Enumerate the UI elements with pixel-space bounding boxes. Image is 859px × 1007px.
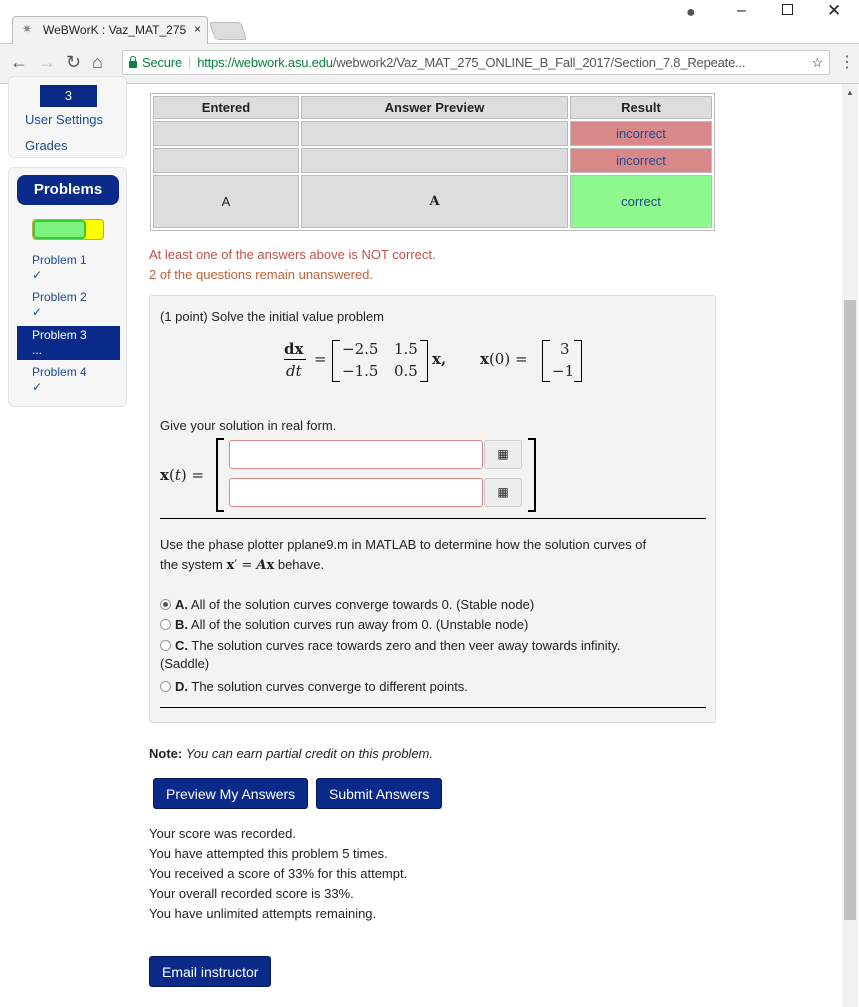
forward-icon[interactable]: →: [38, 52, 56, 72]
reload-icon[interactable]: ↻: [66, 52, 82, 72]
home-icon[interactable]: ⌂: [92, 52, 103, 72]
problem-1-link[interactable]: Problem 1 ✓: [32, 253, 87, 282]
scroll-up-icon[interactable]: ▲: [846, 88, 854, 97]
score-summary: Your score was recorded. You have attempted this problem 5 times. You received a score of 33% for this attempt. Your overall recorded score is 33%. You have unlimited attempts remaining.: [149, 826, 408, 921]
radio-c[interactable]: [160, 640, 171, 651]
unanswered-message: 2 of the questions remain unanswered.: [149, 267, 374, 282]
new-tab-button[interactable]: [209, 22, 248, 40]
table-row: [153, 121, 712, 146]
problem-4-link[interactable]: Problem 4 ✓: [32, 365, 87, 394]
browser-tab[interactable]: [12, 16, 208, 44]
matrix-grid-button-1[interactable]: ▦: [484, 440, 522, 469]
scrollbar-thumb[interactable]: [844, 300, 856, 920]
xt-label: x(t) =: [160, 466, 205, 484]
option-a[interactable]: A. All of the solution curves converge towards 0. (Stable node): [160, 597, 534, 613]
right-bracket: [528, 438, 536, 512]
phase-instruction-line2: the system x′ = Ax behave.: [160, 557, 325, 573]
problem-body: (1 point) Solve the initial value problem dx dt = −2.5 1.5 −1.5 0.5 x, x(0) = 3 −1 Give your solution in real form. x(t) = ▦ ▦ Use the phase plotter pplane9.m in MATLAB to determine how the solution curves of the system x′ = Ax behave. A. All of the solution curves converge towards 0. (Stable node) B. All of the solution curves run away from 0. (Unstable node) C. The solution curves race towards zero and then veer away towards infinity. (Saddle) D. The solution curves converge to different points.: [149, 295, 716, 723]
browser-chrome: [0, 0, 859, 84]
user-links-panel: [8, 76, 127, 158]
menu-icon[interactable]: ⋮: [839, 54, 855, 71]
partial-credit-note: Note: You can earn partial credit on this problem.: [149, 746, 433, 761]
results-table: [150, 93, 715, 231]
option-b[interactable]: B. All of the solution curves run away from 0. (Unstable node): [160, 617, 528, 633]
grades-link[interactable]: Grades: [25, 138, 68, 153]
tab-title: WeBWorK : Vaz_MAT_275: [43, 23, 187, 37]
lock-icon: [129, 61, 137, 68]
maximize-icon[interactable]: [782, 4, 793, 15]
matrix-grid-button-2[interactable]: ▦: [484, 478, 522, 507]
phase-instruction: Use the phase plotter pplane9.m in MATLAB to determine how the solution curves of: [160, 537, 647, 552]
left-bracket: [216, 438, 224, 512]
result-incorrect: incorrect: [570, 121, 712, 146]
header-entered: Entered: [153, 96, 299, 119]
user-settings-link[interactable]: User Settings: [25, 112, 104, 127]
header-result: Result: [570, 96, 712, 119]
url-host: https://webwork.asu.edu: [197, 55, 333, 70]
result-correct: correct: [570, 175, 712, 228]
url-path: /webwork2/Vaz_MAT_275_ONLINE_B_Fall_2017/Section_7.8_Repeate...: [332, 55, 746, 70]
problems-panel: [8, 167, 127, 407]
header-preview: Answer Preview: [301, 96, 568, 119]
result-incorrect: incorrect: [570, 148, 712, 173]
radio-a[interactable]: [160, 599, 171, 610]
current-set-item[interactable]: 3: [40, 85, 97, 107]
option-d[interactable]: D. The solution curves converge to different points.: [160, 679, 468, 695]
answer-input-1[interactable]: [229, 440, 483, 469]
scrollbar[interactable]: [842, 84, 858, 1007]
radio-d[interactable]: [160, 681, 171, 692]
progress-bar: [32, 219, 104, 240]
progress-correct: [33, 220, 86, 239]
real-form-instruction: Give your solution in real form.: [160, 418, 337, 433]
preview-answers-button[interactable]: Preview My Answers: [153, 778, 308, 809]
webwork-logo-icon: ✷: [22, 22, 33, 36]
address-bar[interactable]: Secure | https://webwork.asu.edu /webwork2/Vaz_MAT_275_ONLINE_B_Fall_2017/Section_7.8_Repeate... ☆: [122, 50, 830, 75]
problem-3-link-active[interactable]: Problem 3 ...: [17, 326, 120, 360]
table-row: A A correct: [153, 175, 712, 228]
bookmark-star-icon[interactable]: ☆: [811, 54, 823, 70]
radio-b[interactable]: [160, 619, 171, 630]
email-instructor-button[interactable]: Email instructor: [149, 956, 271, 987]
secure-label: Secure: [142, 55, 182, 70]
submit-answers-button[interactable]: Submit Answers: [316, 778, 442, 809]
minimize-icon[interactable]: –: [737, 2, 746, 19]
profile-icon[interactable]: ●: [686, 4, 696, 21]
answer-input-2[interactable]: [229, 478, 483, 507]
close-window-icon[interactable]: ✕: [827, 1, 842, 20]
option-c[interactable]: C. The solution curves race towards zero and then veer away towards infinity. (Saddle): [160, 638, 621, 671]
close-tab-icon[interactable]: ×: [193, 22, 201, 36]
back-icon[interactable]: ←: [10, 52, 28, 72]
problems-heading: Problems: [17, 175, 119, 205]
divider: [160, 518, 706, 519]
table-row: [153, 148, 712, 173]
problem-intro: (1 point) Solve the initial value problem: [160, 309, 385, 324]
divider: [160, 707, 706, 708]
problem-2-link[interactable]: Problem 2 ✓: [32, 290, 87, 319]
not-correct-message: At least one of the answers above is NOT correct.: [149, 247, 436, 262]
